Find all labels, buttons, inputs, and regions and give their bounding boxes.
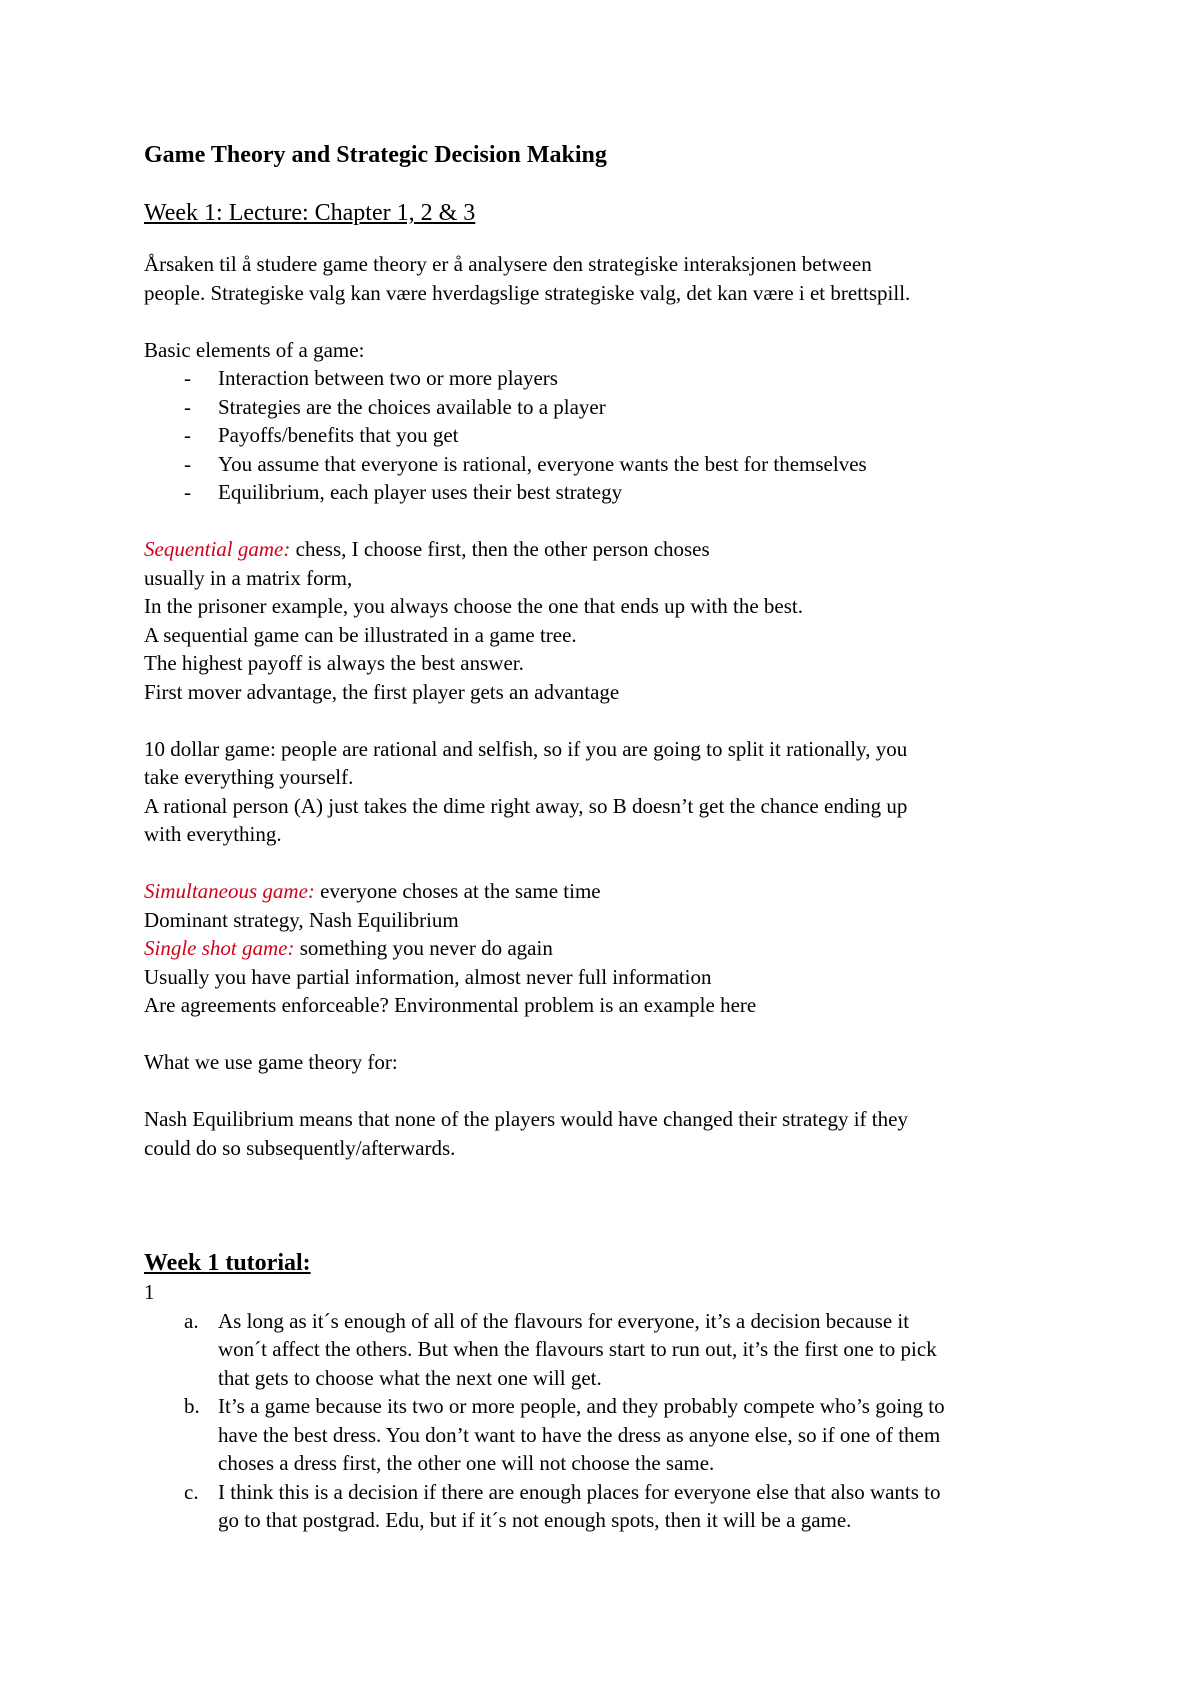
dash-bullet: - <box>184 480 191 504</box>
answer-line: that gets to choose what the next one will get. <box>218 1365 602 1390</box>
sequential-line: In the prisoner example, you always choose the one that ends up with the best. <box>144 594 803 618</box>
list-item <box>144 450 1074 479</box>
intro-paragraph <box>144 250 1074 307</box>
ten-dollar-line: 10 dollar game: people are rational and selfish, so if you are going to split it rationally, you <box>144 736 908 761</box>
list-item <box>144 1392 1074 1478</box>
answer-line: won´t affect the others. But when the flavours start to run out, it’s the first one to pick <box>218 1337 937 1361</box>
dash-bullet: - <box>184 423 191 447</box>
sequential-game-term: Sequential game: <box>144 537 291 561</box>
list-item <box>144 421 1074 450</box>
list-item-text: Strategies are the choices available to a player <box>218 394 606 419</box>
nash-paragraph <box>144 1105 1074 1162</box>
simultaneous-line: Usually you have partial information, almost never full information <box>144 964 712 989</box>
answer-line: go to that postgrad. Edu, but if it´s not enough spots, then it will be a game. <box>218 1508 852 1532</box>
answer-line: As long as it´s enough of all of the flavours for everyone, it’s a decision because it <box>218 1308 910 1333</box>
simultaneous-first-line <box>144 877 1074 906</box>
document-page <box>144 140 1074 1535</box>
document-title: Game Theory and Strategic Decision Making <box>144 142 607 168</box>
list-marker: c. <box>184 1479 199 1504</box>
what-we-use-line: What we use game theory for: <box>144 1050 398 1074</box>
what-we-use-paragraph <box>144 1048 1074 1077</box>
ten-dollar-line: with everything. <box>144 822 282 846</box>
list-item-text: Interaction between two or more players <box>218 366 558 390</box>
tutorial-question-number: 1 <box>144 1280 155 1304</box>
dash-bullet: - <box>184 451 191 476</box>
week1-tutorial-heading: Week 1 tutorial: <box>144 1250 311 1276</box>
simultaneous-game-paragraph <box>144 877 1074 1020</box>
week1-lecture-heading: Week 1: Lecture: Chapter 1, 2 & 3 <box>144 200 476 226</box>
sequential-line: The highest payoff is always the best answer. <box>144 651 524 675</box>
intro-line: Årsaken til å studere game theory er å analysere den strategiske interaksjonen between <box>144 252 872 276</box>
nash-line: Nash Equilibrium means that none of the players would have changed their strategy if they <box>144 1107 908 1131</box>
sequential-line: usually in a matrix form, <box>144 565 353 590</box>
list-item-text: You assume that everyone is rational, everyone wants the best for themselves <box>218 451 867 476</box>
answer-line: I think this is a decision if there are enough places for everyone else that also wants to <box>218 1479 941 1504</box>
single-shot-line-rest: something you never do again <box>294 936 553 960</box>
ten-dollar-line: A rational person (A) just takes the dime right away, so B doesn’t get the chance ending up <box>144 793 908 818</box>
dash-bullet: - <box>184 394 191 419</box>
list-item <box>144 364 1074 393</box>
ten-dollar-paragraph <box>144 735 1074 849</box>
answer-line: have the best dress. You don’t want to have the dress as anyone else, so if one of them <box>218 1422 941 1447</box>
single-shot-game-term: Single shot game: <box>144 936 295 960</box>
answer-line: It’s a game because its two or more people, and they probably compete who’s going to <box>218 1394 945 1418</box>
sequential-first-line-rest: chess, I choose first, then the other person choses <box>290 537 710 561</box>
tutorial-answers-list <box>144 1307 1074 1535</box>
intro-line: people. Strategiske valg kan være hverdagslige strategiske valg, det kan være i et brettspill. <box>144 280 911 305</box>
list-item-text: Payoffs/benefits that you get <box>218 423 459 447</box>
list-item-text: Equilibrium, each player uses their best strategy <box>218 480 623 504</box>
simultaneous-game-term: Simultaneous game: <box>144 879 315 903</box>
simultaneous-line: Are agreements enforceable? Environmental problem is an example here <box>144 993 757 1017</box>
list-item <box>144 478 1074 507</box>
answer-line: choses a dress first, the other one will not choose the same. <box>218 1451 715 1475</box>
list-item <box>144 1478 1074 1535</box>
sequential-first-line <box>144 535 1074 564</box>
sequential-line: First mover advantage, the first player gets an advantage <box>144 679 620 704</box>
simultaneous-line: Dominant strategy, Nash Equilibrium <box>144 907 459 932</box>
basic-elements-label: Basic elements of a game: <box>144 337 365 362</box>
list-item <box>144 1307 1074 1393</box>
nash-line: could do so subsequently/afterwards. <box>144 1135 456 1160</box>
sequential-game-paragraph <box>144 535 1074 706</box>
list-marker: a. <box>184 1308 199 1333</box>
list-marker: b. <box>184 1394 200 1418</box>
list-item <box>144 393 1074 422</box>
dash-bullet: - <box>184 366 191 390</box>
single-shot-line <box>144 934 1074 963</box>
simultaneous-first-line-rest: everyone choses at the same time <box>314 879 601 903</box>
section-spacer <box>144 1162 1074 1248</box>
basic-elements-list <box>144 364 1074 507</box>
sequential-line: A sequential game can be illustrated in a game tree. <box>144 622 577 647</box>
ten-dollar-line: take everything yourself. <box>144 765 354 789</box>
